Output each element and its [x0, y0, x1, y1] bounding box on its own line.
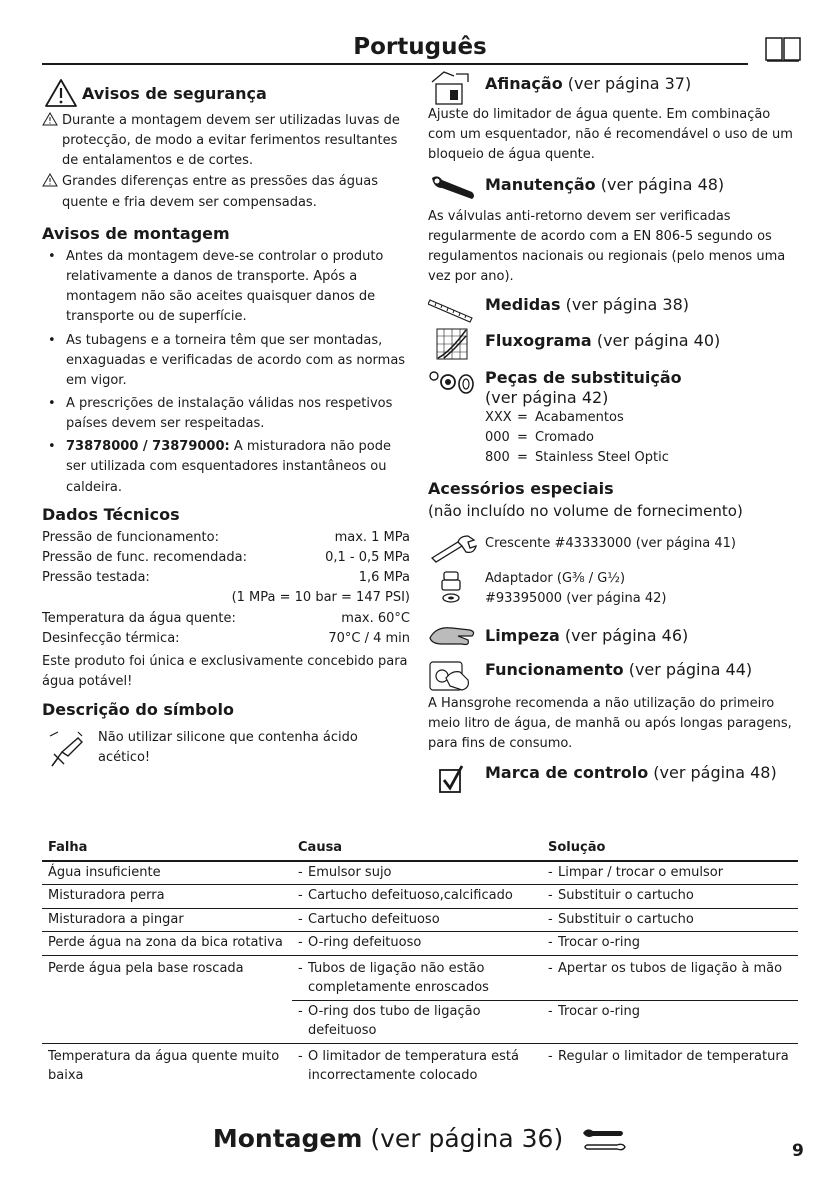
spanner-icon	[428, 534, 478, 564]
pecas-ref: (ver página 42)	[485, 388, 609, 407]
table-row: Misturadora a pingar - Cartucho defeituoso - Substituir o cartucho	[42, 908, 798, 932]
mounting-list	[42, 247, 414, 501]
pecas-item: 800 = Stainless Steel Optic	[485, 450, 669, 466]
marca-title: Marca de controlo (ver página 48)	[485, 763, 777, 782]
flowchart-icon	[436, 328, 468, 360]
safety-item: Grandes diferenças entre as pressões das águas quente e fria devem ser compensadas.	[42, 172, 414, 212]
acessorios-subtitle: (não incluído no volume de fornecimento)	[428, 502, 743, 520]
silicone-gun-icon	[48, 730, 84, 770]
table-row: Perde água na zona da bica rotativa - O-ring defeituoso - Trocar o-ring	[42, 932, 798, 956]
book-icon	[765, 37, 801, 62]
wrench-icon	[428, 172, 478, 202]
tech-title: Dados Técnicos	[42, 505, 180, 524]
mounting-item-special: • 73878000 / 73879000: A misturadora não pode ser utilizada com esquentadores instantâneos ou caldeira.	[46, 437, 414, 497]
page-number: 9	[792, 1141, 804, 1161]
symbol-text: Não utilizar silicone que contenha ácido acético!	[98, 730, 358, 766]
cleaning-hand-icon	[428, 622, 478, 650]
acessorio-item-1: Crescente #43333000 (ver página 41)	[485, 536, 736, 551]
funcionamento-text: A Hansgrohe recomenda a não utilização do primeiro meio litro de água, de manhã ou após longas paragens, para fins de consumo.	[428, 696, 792, 752]
table-row: Misturadora perra - Cartucho defeituoso,calcificado - Substituir o cartucho	[42, 885, 798, 909]
mounting-item: • A prescrições de instalação válidas nos respetivos países devem ser respeitadas.	[46, 394, 414, 434]
ruler-icon	[428, 296, 474, 324]
medidas-title: Medidas (ver página 38)	[485, 295, 689, 314]
adjustment-icon	[430, 70, 472, 108]
manutencao-text: As válvulas anti-retorno devem ser verificadas regularmente de acordo com a EN 806-5 segundo os regulamentos nacionais ou regionais (pelo menos uma vez por ano).	[428, 209, 786, 285]
mounting-item: • As tubagens e a torneira têm que ser montadas, enxaguadas e verificadas de acordo com as normas em vigor.	[46, 331, 414, 391]
funcionamento-title: Funcionamento (ver página 44)	[485, 660, 753, 679]
acessorio-item-2b: #93395000 (ver página 42)	[485, 591, 667, 606]
tech-row: Pressão de func. recomendada: 0,1 - 0,5 MPa	[42, 550, 410, 566]
manutencao-title: Manutenção (ver página 48)	[485, 175, 725, 194]
header-solucao: Solução	[542, 836, 798, 861]
warning-triangle-icon	[44, 78, 78, 108]
tech-row: Temperatura da água quente: max. 60°C	[42, 610, 410, 626]
safety-list	[42, 111, 414, 213]
pecas-item: 000 = Cromado	[485, 430, 594, 446]
tech-note: (1 MPa = 10 bar = 147 PSI)	[231, 590, 410, 606]
montagem-title: Montagem (ver página 36)	[0, 1120, 840, 1159]
pecas-title: Peças de substituição	[485, 368, 682, 387]
tech-row: Desinfecção térmica: 70°C / 4 min	[42, 630, 410, 646]
fault-header-row	[42, 836, 798, 861]
header-causa: Causa	[292, 836, 542, 861]
table-row: - O-ring dos tubo de ligação defeituoso - Trocar o-ring	[42, 1000, 798, 1043]
page-title: Português	[353, 34, 487, 60]
mounting-item: • Antes da montagem deve-se controlar o produto relativamente a danos de transporte. Após a montagem não são aceites quaisquer danos de transporte ou de superfície.	[46, 247, 414, 328]
acessorio-item-2a: Adaptador (G⅜ / G½)	[485, 571, 626, 586]
header-rule	[42, 63, 748, 65]
warning-small-icon	[42, 173, 58, 187]
warning-small-icon	[42, 112, 58, 126]
pecas-list	[485, 408, 669, 468]
table-row: Água insuficiente - Emulsor sujo - Limpar / trocar o emulsor	[42, 861, 798, 885]
fault-table	[42, 836, 798, 1088]
safety-title: Avisos de segurança	[82, 84, 267, 103]
safety-item: Durante a montagem devem ser utilizadas luvas de protecção, de modo a evitar ferimentos resultantes de entalamentos e de cortes.	[42, 111, 414, 171]
function-hand-icon	[428, 656, 472, 694]
spare-parts-icon	[428, 368, 476, 396]
mounting-title: Avisos de montagem	[42, 224, 230, 243]
limpeza-title: Limpeza (ver página 46)	[485, 626, 689, 645]
afinacao-text: Ajuste do limitador de água quente. Em combinação com um esquentador, não é recomendável o uso de um bloqueio de água quente.	[428, 107, 793, 163]
header-falha: Falha	[42, 836, 292, 861]
tech-footer: Este produto foi única e exclusivamente concebido para água potável!	[42, 653, 408, 689]
adapter-icon	[440, 570, 462, 604]
tech-table	[42, 528, 410, 692]
pecas-item: XXX = Acabamentos	[485, 410, 624, 425]
checkmark-box-icon	[438, 764, 464, 794]
tools-icon	[581, 1127, 627, 1153]
table-row: Temperatura da água quente muito baixa - O limitador de temperatura está incorrectamente colocado - Regular o limitador de temperatura	[48, 1048, 789, 1083]
fluxograma-title: Fluxograma (ver página 40)	[485, 331, 721, 350]
tech-row: Pressão de funcionamento: max. 1 MPa	[42, 530, 410, 545]
afinacao-title: Afinação (ver página 37)	[485, 74, 692, 93]
acessorios-title: Acessórios especiais	[428, 479, 614, 498]
tech-row: Pressão testada: 1,6 MPa	[42, 570, 410, 586]
table-row: Perde água pela base roscada - Tubos de ligação não estão completamente enroscados - Apertar os tubos de ligação à mão	[42, 955, 798, 1000]
symbol-title: Descrição do símbolo	[42, 700, 234, 719]
